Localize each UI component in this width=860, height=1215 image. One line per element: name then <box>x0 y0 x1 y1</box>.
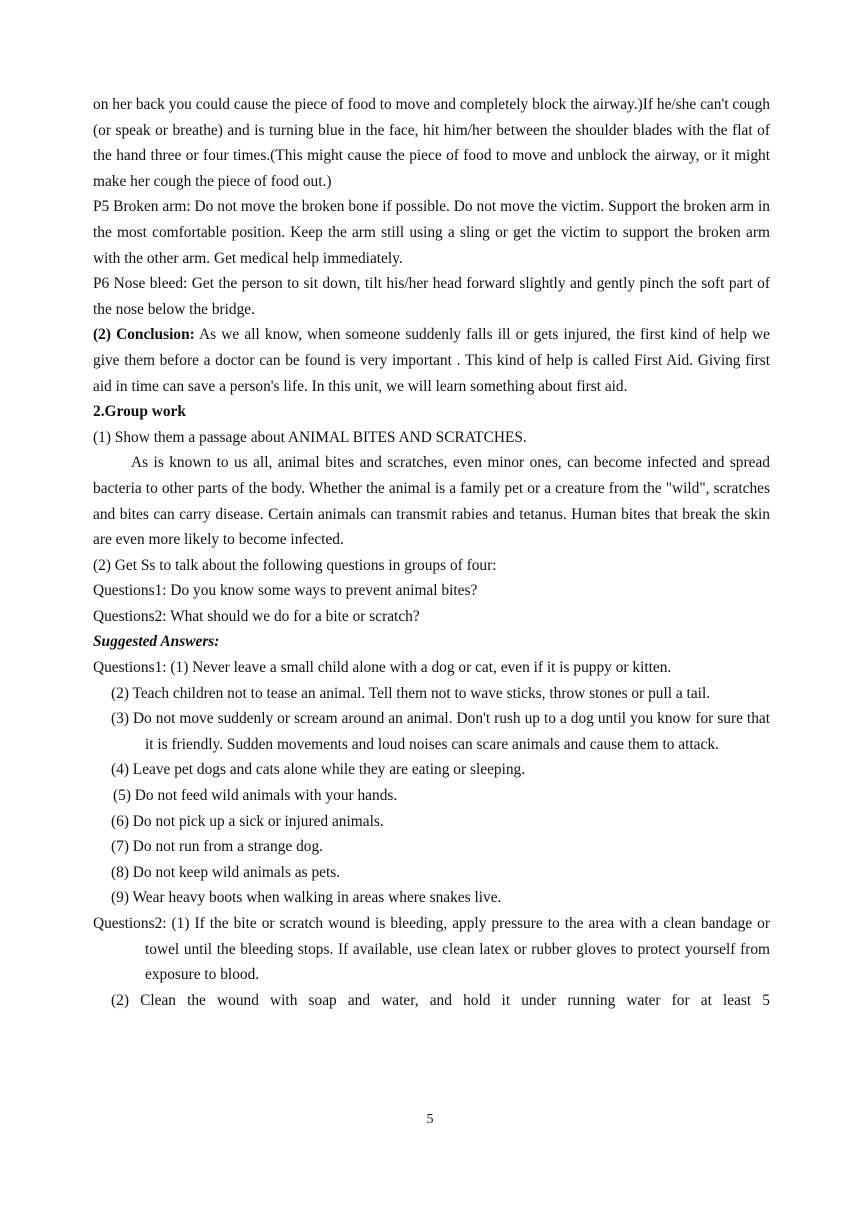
group-work-step-1: (1) Show them a passage about ANIMAL BITES AND SCRATCHES. <box>93 428 527 446</box>
conclusion-paragraph <box>93 322 770 399</box>
answer-q1-item-3: (3) Do not move suddenly or scream around an animal. Don't rush up to a dog until you know for sure that it is friendly. Sudden movements and loud noises can scare animals and cause them to attack. <box>111 710 770 753</box>
p6-nose-bleed: P6 Nose bleed: Get the person to sit down, tilt his/her head forward slightly and gently pinch the soft part of the nose below the bridge. <box>93 275 770 318</box>
conclusion-text: As we all know, when someone suddenly falls ill or gets injured, the first kind of help we give them before a doctor can be found is very important . This kind of help is called First Aid. Giving first aid in time can save a person's life. In this unit, we will learn something about first aid. <box>93 326 770 395</box>
answer-q1-item-2: (2) Teach children not to tease an animal. Tell them not to wave sticks, throw stones or pull a tail. <box>111 684 711 702</box>
answer-q1-item-7: (7) Do not run from a strange dog. <box>111 838 323 856</box>
group-work-heading: 2.Group work <box>93 403 186 421</box>
answer-q2-item-2: (2) Clean the wound with soap and water, and hold it under running water for at least 5 <box>111 991 770 1009</box>
answer-q1-item-6: (6) Do not pick up a sick or injured animals. <box>111 812 384 830</box>
answer-q1-item-4: (4) Leave pet dogs and cats alone while they are eating or sleeping. <box>111 761 526 779</box>
answer-q1-item-9: (9) Wear heavy boots when walking in areas where snakes live. <box>111 889 502 907</box>
animal-bites-passage: As is known to us all, animal bites and scratches, even minor ones, can become infected and spread bacteria to other parts of the body. Whether the animal is a family pet or a creature from the "wild", scratches and bites can carry disease. Certain animals can transmit rabies and tetanus. Human bites that break the skin are even more likely to become infected. <box>93 454 770 549</box>
group-work-step-2: (2) Get Ss to talk about the following questions in groups of four: <box>93 556 497 574</box>
answer-q1-item-8: (8) Do not keep wild animals as pets. <box>111 863 341 881</box>
answer-q1-item-5: (5) Do not feed wild animals with your hands. <box>113 787 398 805</box>
question-1: Questions1: Do you know some ways to prevent animal bites? <box>93 582 478 600</box>
continuation-paragraph: on her back you could cause the piece of food to move and completely block the airway.)If he/she can't cough (or speak or breathe) and is turning blue in the face, hit him/her between the shoulder blades with the flat of the hand three or four times.(This might cause the piece of food to move and unblock the airway, or it might make her cough the piece of food out.) <box>93 96 770 190</box>
conclusion-label: (2) Conclusion: <box>93 326 195 344</box>
question-2: Questions2: What should we do for a bite or scratch? <box>93 607 420 625</box>
document-page <box>93 92 770 1013</box>
page-number: 5 <box>426 1112 434 1127</box>
p5-broken-arm: P5 Broken arm: Do not move the broken bone if possible. Do not move the victim. Support the broken arm in the most comfortable position. Keep the arm still using a sling or get the victim to support the broken arm with the other arm. Get medical help immediately. <box>93 198 770 267</box>
answer-q2-item-1: Questions2: (1) If the bite or scratch wound is bleeding, apply pressure to the area with a clean bandage or towel until the bleeding stops. If available, use clean latex or rubber gloves to protect yourself from exposure to blood. <box>93 915 770 984</box>
answer-q1-item-1: Questions1: (1) Never leave a small child alone with a dog or cat, even if it is puppy or kitten. <box>93 659 672 677</box>
suggested-answers-heading: Suggested Answers: <box>93 633 220 651</box>
